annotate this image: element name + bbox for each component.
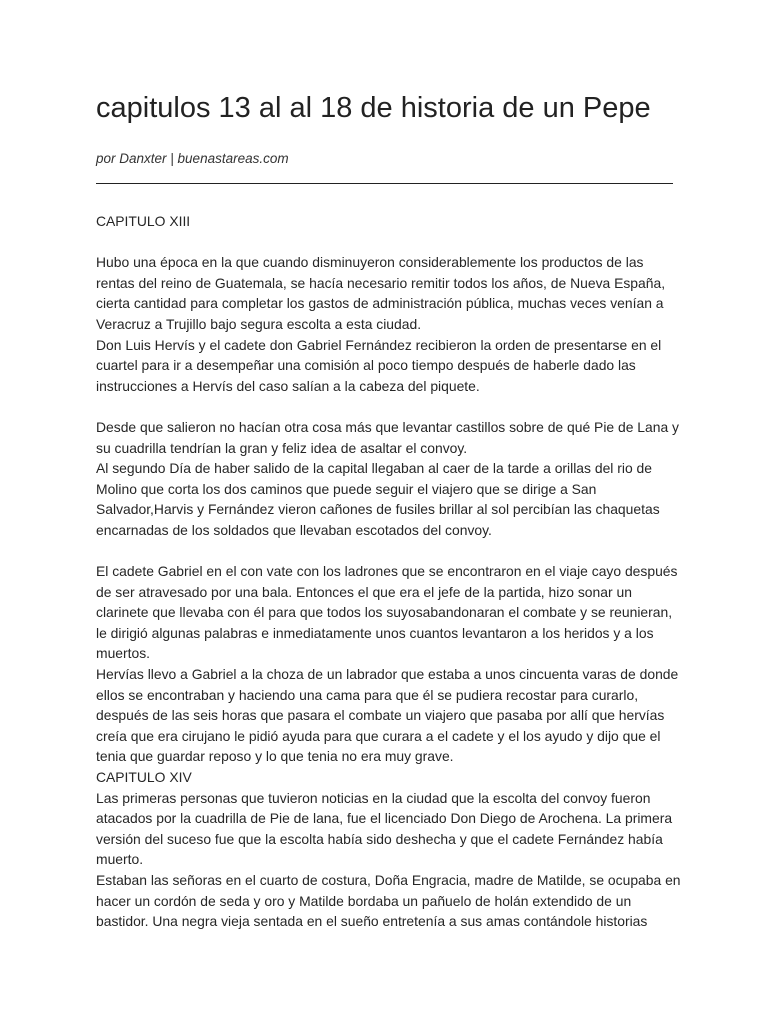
- paragraph-gap: [96, 396, 674, 417]
- body-text-line: clarinete que llevaba con él para que todos los suyosabandonaran el combate y se reunieran,: [96, 604, 673, 621]
- body-text-line: muerto.: [96, 851, 144, 868]
- body-text-line: encarnadas de los soldados que llevaban escotados del convoy.: [96, 521, 492, 538]
- body-text-line: Las primeras personas que tuvieron noticias en la ciudad que la escolta del convoy fueron: [96, 789, 651, 806]
- body-text-line: instrucciones a Hervís del caso salían a la cabeza del piquete.: [96, 377, 480, 394]
- body-text-line: Desde que salieron no hacían otra cosa más que levantar castillos sobre de qué Pie de Lana y: [96, 418, 679, 435]
- body-text-line: Molino que corta los dos caminos que puede seguir el viajero que se dirige a San: [96, 480, 597, 497]
- body-text-line: creía que era cirujano le pidió ayuda para que curara a el cadete y el los ayudo y dijo que el: [96, 727, 661, 744]
- document-body: [96, 211, 681, 932]
- body-text-line: Hervías llevo a Gabriel a la choza de un labrador que estaba a unos cincuenta varas de donde: [96, 666, 679, 683]
- body-text-line: ellos se encontraban y haciendo una cama para que él se pudiera recostar para curarlo,: [96, 686, 639, 703]
- body-text-line: bastidor. Una negra vieja sentada en el sueño entretenía a sus amas contándole historias: [96, 913, 648, 930]
- body-text-line: cuartel para ir a desempeñar una comisión al poco tiempo después de haberle dado las: [96, 357, 636, 374]
- body-text-line: Hubo una época en la que cuando disminuyeron considerablemente los productos de las: [96, 254, 644, 271]
- body-text-line: muertos.: [96, 645, 151, 662]
- body-text-line: hacer un cordón de seda y oro y Matilde bordaba un pañuelo de holán extendido de un: [96, 892, 632, 909]
- body-text-line: de ser atravesado por una bala. Entonces el que era el jefe de la partida, hizo sonar un: [96, 583, 632, 600]
- body-text-line: Al segundo Día de haber salido de la capital llegaban al caer de la tarde a orillas del rio de: [96, 460, 652, 477]
- body-text-line: versión del suceso fue que la escolta había sido deshecha y que el cadete Fernández había: [96, 830, 663, 847]
- body-text-line: Estaban las señoras en el cuarto de costura, Doña Engracia, madre de Matilde, se ocupaba en: [96, 872, 681, 888]
- body-text-line: atacados por la cuadrilla de Pie de lana, fue el licenciado Don Diego de Arochena. La primera: [96, 810, 673, 827]
- paragraph-gap: [96, 541, 674, 562]
- body-text-line: Salvador,Harvis y Fernández vieron cañones de fusiles brillar al sol percibían las chaquetas: [96, 501, 660, 518]
- chapter-heading: CAPITULO XIV: [96, 769, 192, 786]
- body-text-line: rentas del reino de Guatemala, se hacía necesario remitir todos los años, de Nueva España,: [96, 274, 666, 291]
- body-text-line: después de las seis horas que pasara el combate un viajero que pasaba por allí que hervías: [96, 707, 665, 724]
- paragraph-gap: [96, 232, 674, 253]
- body-text-line: cierta cantidad para completar los gastos de administración pública, muchas veces venían a: [96, 295, 664, 312]
- body-text-line: tenia que guardar reposo y lo que tenia no era muy grave.: [96, 748, 454, 765]
- document-byline: por Danxter | buenastareas.com: [96, 151, 289, 166]
- body-text-line: le dirigió algunas palabras e inmediatamente unos cuantos levantaron a los heridos y a los: [96, 624, 654, 641]
- title-divider: [96, 183, 673, 184]
- body-text-line: Veracruz a Trujillo bajo segura escolta a esta ciudad.: [96, 315, 422, 332]
- chapter-heading: CAPITULO XIII: [96, 213, 191, 229]
- body-text-line: El cadete Gabriel en el con vate con los ladrones que se encontraron en el viaje cayo después: [96, 563, 678, 580]
- body-text-line: su cuadrilla tendrían la gran y feliz idea de asaltar el convoy.: [96, 439, 468, 456]
- document-title: capitulos 13 al al 18 de historia de un Pepe: [96, 92, 651, 124]
- body-text-line: Don Luis Hervís y el cadete don Gabriel Fernández recibieron la orden de presentarse en el: [96, 336, 662, 353]
